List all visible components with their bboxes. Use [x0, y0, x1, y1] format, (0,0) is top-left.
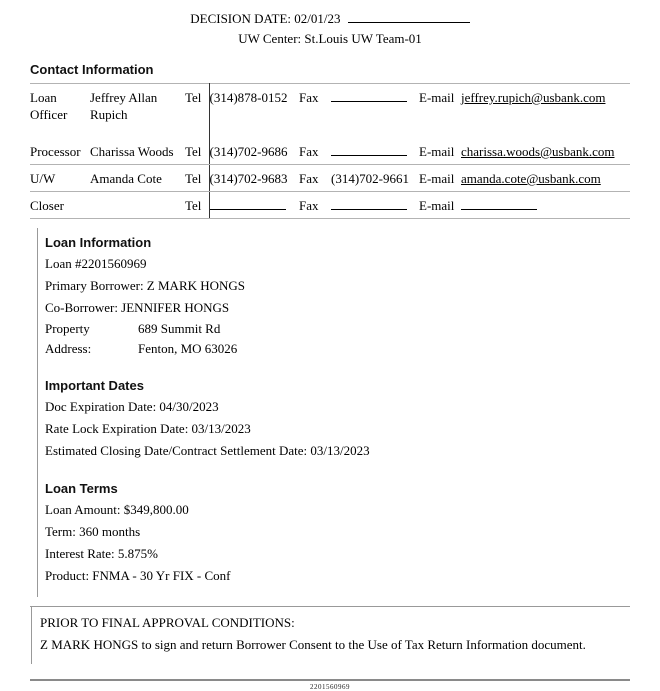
fax-blank-line: [331, 143, 407, 156]
conditions-title: PRIOR TO FINAL APPROVAL CONDITIONS:: [40, 615, 295, 630]
tel-label: Tel: [185, 165, 209, 192]
fax-label: Fax: [299, 165, 331, 192]
contact-table: [30, 83, 630, 219]
property-address-line1: 689 Summit Rd: [138, 321, 221, 336]
important-dates-heading: Important Dates: [45, 378, 144, 393]
term: Term: 360 months: [45, 524, 141, 539]
property-address-label: Property Address:: [45, 321, 92, 356]
contact-name: Jeffrey Allan Rupich: [90, 90, 158, 122]
table-row-uw: [30, 165, 630, 192]
loan-information-heading: Loan Information: [45, 235, 152, 250]
fax-value: [331, 138, 419, 165]
product: Product: FNMA - 30 Yr FIX - Conf: [45, 568, 231, 583]
property-address-value: [138, 319, 237, 359]
tel-value: (314)702-9683: [209, 165, 299, 192]
loan-terms-heading: Loan Terms: [45, 481, 118, 496]
email-blank-line: [461, 197, 537, 210]
tel-blank-line: [210, 197, 286, 210]
tel-value: (314)878-0152: [209, 84, 299, 139]
contact-role: Closer: [30, 192, 90, 219]
email-cell: [461, 138, 630, 165]
fax-blank-line: [331, 89, 407, 102]
email-label: E-mail: [419, 165, 461, 192]
loan-details-block: [37, 228, 630, 597]
fax-label: Fax: [299, 90, 319, 105]
tel-label: Tel: [185, 138, 209, 165]
loan-number: Loan #2201560969: [45, 256, 147, 271]
table-row-loan-officer: [30, 84, 630, 139]
email-link[interactable]: amanda.cote@usbank.com: [461, 171, 601, 186]
co-borrower: Co-Borrower: JENNIFER HONGS: [45, 300, 230, 315]
table-row-closer: [30, 192, 630, 219]
email-label: E-mail: [419, 192, 461, 219]
doc-expiration-date: Doc Expiration Date: 04/30/2023: [45, 399, 219, 414]
email-label: E-mail: [419, 90, 455, 105]
document-header: [30, 9, 630, 49]
contact-role: Loan Officer: [30, 90, 68, 122]
contact-role: U/W: [30, 165, 90, 192]
contact-information-heading: Contact Information: [30, 62, 154, 77]
email-cell: [461, 165, 630, 192]
fax-blank-line: [331, 197, 407, 210]
email-label: E-mail: [419, 138, 461, 165]
contact-role: Processor: [30, 138, 90, 165]
email-link[interactable]: jeffrey.rupich@usbank.com: [461, 90, 606, 105]
footer-loan-number: 2201560969: [310, 683, 350, 691]
interest-rate: Interest Rate: 5.875%: [45, 546, 158, 561]
property-address-line2: Fenton, MO 63026: [138, 341, 238, 356]
tel-label: Tel: [185, 90, 202, 105]
approval-conditions-inner: [31, 607, 630, 664]
decision-date-label: DECISION DATE:: [190, 11, 291, 26]
approval-conditions-section: [30, 606, 630, 664]
email-cell: [461, 84, 630, 139]
conditions-body: Z MARK HONGS to sign and return Borrower Consent to the Use of Tax Return Information document.: [40, 637, 586, 652]
contact-name: Charissa Woods: [90, 138, 185, 165]
page-footer: [30, 679, 630, 691]
fax-label: Fax: [299, 192, 331, 219]
rate-lock-expiration-date: Rate Lock Expiration Date: 03/13/2023: [45, 421, 251, 436]
decision-date-line: [30, 9, 630, 29]
tel-value: [209, 192, 299, 219]
loan-amount: Loan Amount: $349,800.00: [45, 502, 189, 517]
fax-value: (314)702-9661: [331, 165, 419, 192]
primary-borrower: Primary Borrower: Z MARK HONGS: [45, 278, 246, 293]
fax-value: [331, 192, 419, 219]
email-cell: [461, 192, 630, 219]
fax-label: Fax: [299, 138, 331, 165]
email-link[interactable]: charissa.woods@usbank.com: [461, 144, 615, 159]
contact-name: Amanda Cote: [90, 165, 185, 192]
footer-rule: [30, 679, 630, 681]
property-address: [45, 319, 630, 359]
estimated-closing-date: Estimated Closing Date/Contract Settlement Date: 03/13/2023: [45, 443, 370, 458]
decision-date-blank-line: [348, 10, 470, 23]
decision-date-value: 02/01/23: [294, 11, 341, 26]
tel-value: (314)702-9686: [209, 138, 299, 165]
tel-label: Tel: [185, 192, 209, 219]
table-row-processor: [30, 138, 630, 165]
fax-value: [331, 84, 419, 139]
uw-center-line: UW Center: St.Louis UW Team-01: [238, 31, 422, 46]
contact-name-empty: [90, 192, 185, 219]
